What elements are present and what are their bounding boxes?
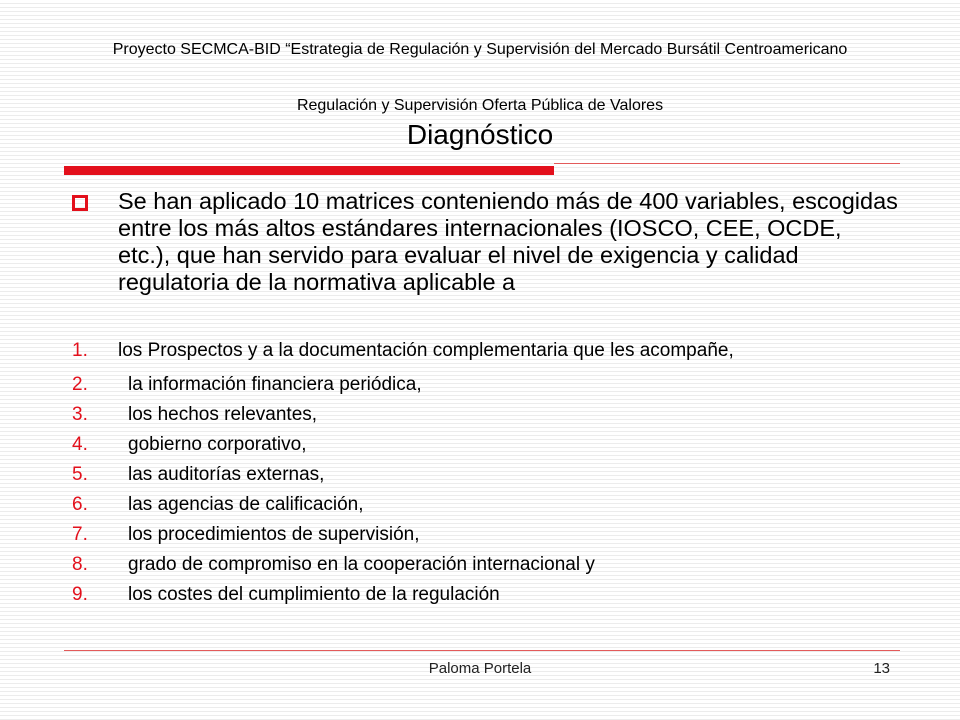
list-item [72,584,852,606]
main-bullet-text: Se han aplicado 10 matrices conteniendo más de 400 variables, escogidas entre los más altos estándares internacionales (IOSCO, CEE, OCDE, etc.), que han servido para evaluar el nivel de exigencia y calidad regulatoria de la normativa aplicable a [118,188,898,295]
list-number: 3. [72,404,88,425]
page-number: 13 [873,660,890,677]
project-header: Proyecto SECMCA-BID “Estrategia de Regulación y Supervisión del Mercado Bursátil Centroamericano [112,41,848,58]
title-divider-bar [64,166,554,175]
list-item-text: las agencias de calificación, [128,494,364,515]
footer-divider [64,650,900,651]
list-item-text: los costes del cumplimiento de la regulación [128,584,500,605]
list-item-text: los procedimientos de supervisión, [128,524,420,545]
list-item [72,374,852,396]
list-number: 7. [72,524,88,545]
list-item-text: los hechos relevantes, [128,404,318,425]
list-item [72,524,852,546]
square-bullet-icon [72,195,88,211]
list-item-text: los Prospectos y a la documentación complementaria que les acompañe, [118,340,734,361]
list-number: 5. [72,464,88,485]
list-item [72,434,852,456]
slide-title: Diagnóstico [406,119,554,150]
list-item [72,404,852,426]
list-number: 9. [72,584,88,605]
list-item [72,464,852,486]
list-item [72,554,852,576]
list-item [72,494,852,516]
slide-subtitle: Regulación y Supervisión Oferta Pública de Valores [296,97,664,114]
list-number: 1. [72,340,88,361]
list-number: 2. [72,374,88,395]
list-number: 8. [72,554,88,575]
footer-author: Paloma Portela [428,660,532,677]
list-item-text: la información financiera periódica, [128,374,422,395]
title-divider-thin [554,163,900,164]
list-number: 4. [72,434,88,455]
list-item-text: las auditorías externas, [128,464,325,485]
list-item-text: gobierno corporativo, [128,434,307,455]
list-item-text: grado de compromiso en la cooperación internacional y [128,554,595,575]
list-number: 6. [72,494,88,515]
list-item [72,340,852,362]
numbered-list [72,340,852,614]
